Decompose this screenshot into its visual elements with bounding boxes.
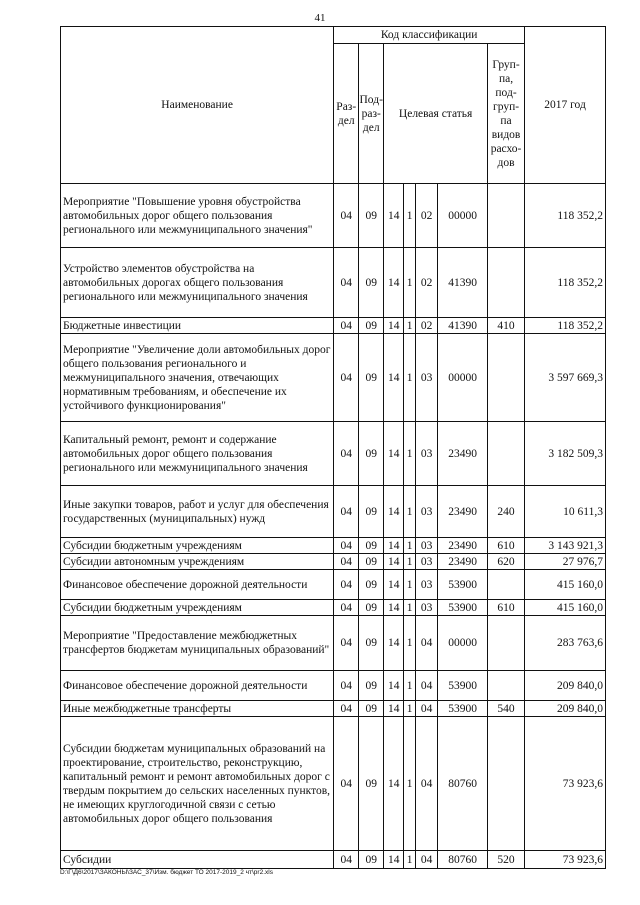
row-subsection: 09 xyxy=(359,600,384,616)
row-subsection: 09 xyxy=(359,554,384,570)
row-amount: 415 160,0 xyxy=(525,570,606,600)
row-target-subprogram: 1 xyxy=(404,184,416,248)
row-name: Мероприятие "Предоставление межбюджетных трансфертов бюджетам муниципальных образований" xyxy=(61,616,334,671)
row-target-direction: 00000 xyxy=(438,334,488,422)
row-target-direction: 41390 xyxy=(438,318,488,334)
row-name: Бюджетные инвестиции xyxy=(61,318,334,334)
row-section: 04 xyxy=(334,318,359,334)
row-subsection: 09 xyxy=(359,422,384,486)
row-name: Капитальный ремонт, ремонт и содержание автомобильных дорог общего пользования регионального или межмуниципального значения xyxy=(61,422,334,486)
row-target-program: 14 xyxy=(384,422,404,486)
row-expense-group: 240 xyxy=(488,486,525,538)
row-target-subprogram: 1 xyxy=(404,334,416,422)
row-name: Субсидии бюджетным учреждениям xyxy=(61,600,334,616)
row-expense-group: 610 xyxy=(488,538,525,554)
row-target-event: 04 xyxy=(416,717,438,851)
row-target-direction: 53900 xyxy=(438,701,488,717)
row-expense-group xyxy=(488,422,525,486)
row-target-program: 14 xyxy=(384,184,404,248)
row-target-direction: 23490 xyxy=(438,538,488,554)
header-name: Наименование xyxy=(61,27,334,184)
row-target-event: 03 xyxy=(416,334,438,422)
row-target-program: 14 xyxy=(384,538,404,554)
row-subsection: 09 xyxy=(359,616,384,671)
table-row xyxy=(61,701,606,717)
row-subsection: 09 xyxy=(359,184,384,248)
row-target-event: 02 xyxy=(416,184,438,248)
row-target-direction: 41390 xyxy=(438,248,488,318)
row-name: Субсидии бюджетам муниципальных образований на проектирование, строительство, реконструкцию, капитальный ремонт и ремонт автомобильных дорог с твердым покрытием до сельских населенных пунктов, не имеющих круглогодичной связи с сетью автомобильных дорог общего пользования xyxy=(61,717,334,851)
row-target-direction: 80760 xyxy=(438,717,488,851)
header-year: 2017 год xyxy=(525,27,606,184)
row-expense-group xyxy=(488,334,525,422)
row-target-direction: 23490 xyxy=(438,554,488,570)
row-amount: 10 611,3 xyxy=(525,486,606,538)
row-amount: 209 840,0 xyxy=(525,701,606,717)
row-amount: 415 160,0 xyxy=(525,600,606,616)
row-expense-group xyxy=(488,616,525,671)
row-amount: 3 143 921,3 xyxy=(525,538,606,554)
header-subsection: Под- раз- дел xyxy=(359,44,384,184)
row-name: Устройство элементов обустройства на автомобильных дорогах общего пользования регионального или межмуниципального значения xyxy=(61,248,334,318)
table-row xyxy=(61,422,606,486)
row-section: 04 xyxy=(334,570,359,600)
table-row xyxy=(61,851,606,869)
row-subsection: 09 xyxy=(359,486,384,538)
row-target-event: 03 xyxy=(416,570,438,600)
table-row xyxy=(61,538,606,554)
table-row xyxy=(61,184,606,248)
row-name: Субсидии xyxy=(61,851,334,869)
row-expense-group: 610 xyxy=(488,600,525,616)
row-target-program: 14 xyxy=(384,554,404,570)
row-target-subprogram: 1 xyxy=(404,851,416,869)
row-expense-group xyxy=(488,671,525,701)
row-section: 04 xyxy=(334,616,359,671)
table-row xyxy=(61,318,606,334)
row-amount: 27 976,7 xyxy=(525,554,606,570)
row-target-event: 04 xyxy=(416,851,438,869)
row-name: Финансовое обеспечение дорожной деятельности xyxy=(61,671,334,701)
row-target-subprogram: 1 xyxy=(404,701,416,717)
row-expense-group xyxy=(488,184,525,248)
row-amount: 209 840,0 xyxy=(525,671,606,701)
row-amount: 283 763,6 xyxy=(525,616,606,671)
row-subsection: 09 xyxy=(359,318,384,334)
row-section: 04 xyxy=(334,184,359,248)
row-section: 04 xyxy=(334,671,359,701)
row-subsection: 09 xyxy=(359,538,384,554)
row-target-subprogram: 1 xyxy=(404,318,416,334)
row-section: 04 xyxy=(334,851,359,869)
row-target-program: 14 xyxy=(384,318,404,334)
row-target-event: 03 xyxy=(416,600,438,616)
page-number: 41 xyxy=(314,12,326,24)
row-amount: 118 352,2 xyxy=(525,248,606,318)
row-subsection: 09 xyxy=(359,334,384,422)
row-section: 04 xyxy=(334,486,359,538)
row-target-direction: 00000 xyxy=(438,616,488,671)
table-row xyxy=(61,570,606,600)
row-name: Финансовое обеспечение дорожной деятельности xyxy=(61,570,334,600)
table-row xyxy=(61,334,606,422)
row-target-subprogram: 1 xyxy=(404,422,416,486)
row-subsection: 09 xyxy=(359,248,384,318)
row-section: 04 xyxy=(334,717,359,851)
row-name: Иные межбюджетные трансферты xyxy=(61,701,334,717)
file-path-footer: D:\Г\Д6\2017\ЗАКОНЫ\ЗАС_37\Изм. бюджет ТО 2017-2019_2 чт\рr2.xls xyxy=(60,869,273,876)
row-name: Субсидии бюджетным учреждениям xyxy=(61,538,334,554)
row-name: Иные закупки товаров, работ и услуг для обеспечения государственных (муниципальных) нужд xyxy=(61,486,334,538)
row-subsection: 09 xyxy=(359,671,384,701)
row-subsection: 09 xyxy=(359,717,384,851)
row-target-event: 04 xyxy=(416,701,438,717)
row-section: 04 xyxy=(334,248,359,318)
row-amount: 3 597 669,3 xyxy=(525,334,606,422)
row-target-direction: 53900 xyxy=(438,600,488,616)
row-target-subprogram: 1 xyxy=(404,538,416,554)
row-target-program: 14 xyxy=(384,486,404,538)
row-target-subprogram: 1 xyxy=(404,717,416,851)
row-subsection: 09 xyxy=(359,570,384,600)
row-target-program: 14 xyxy=(384,248,404,318)
row-amount: 73 923,6 xyxy=(525,851,606,869)
row-expense-group: 620 xyxy=(488,554,525,570)
row-target-subprogram: 1 xyxy=(404,616,416,671)
row-target-event: 02 xyxy=(416,248,438,318)
row-target-direction: 23490 xyxy=(438,422,488,486)
row-section: 04 xyxy=(334,334,359,422)
row-target-event: 03 xyxy=(416,538,438,554)
table-row xyxy=(61,486,606,538)
row-expense-group xyxy=(488,570,525,600)
row-subsection: 09 xyxy=(359,851,384,869)
row-expense-group: 520 xyxy=(488,851,525,869)
row-target-direction: 00000 xyxy=(438,184,488,248)
row-target-subprogram: 1 xyxy=(404,554,416,570)
row-target-program: 14 xyxy=(384,334,404,422)
table-row xyxy=(61,717,606,851)
row-name: Субсидии автономным учреждениям xyxy=(61,554,334,570)
row-target-direction: 53900 xyxy=(438,570,488,600)
row-expense-group: 540 xyxy=(488,701,525,717)
row-section: 04 xyxy=(334,538,359,554)
row-subsection: 09 xyxy=(359,701,384,717)
row-target-subprogram: 1 xyxy=(404,570,416,600)
row-section: 04 xyxy=(334,701,359,717)
row-expense-group xyxy=(488,717,525,851)
row-target-event: 04 xyxy=(416,671,438,701)
row-section: 04 xyxy=(334,422,359,486)
row-name: Мероприятие "Увеличение доли автомобильных дорог общего пользования регионального и межмуниципального значения, отвечающих нормативным требованиям, и обеспечение их устойчивого функционирования" xyxy=(61,334,334,422)
table-row xyxy=(61,600,606,616)
table-row xyxy=(61,671,606,701)
row-target-program: 14 xyxy=(384,616,404,671)
header-group: Груп- па, под- груп- па видов расхо- дов xyxy=(488,44,525,184)
row-amount: 118 352,2 xyxy=(525,318,606,334)
row-target-program: 14 xyxy=(384,701,404,717)
row-target-event: 03 xyxy=(416,486,438,538)
table-row xyxy=(61,554,606,570)
row-expense-group: 410 xyxy=(488,318,525,334)
row-amount: 3 182 509,3 xyxy=(525,422,606,486)
row-target-subprogram: 1 xyxy=(404,486,416,538)
budget-table xyxy=(60,26,606,869)
row-target-subprogram: 1 xyxy=(404,248,416,318)
row-amount: 118 352,2 xyxy=(525,184,606,248)
row-target-event: 03 xyxy=(416,554,438,570)
row-section: 04 xyxy=(334,600,359,616)
row-name: Мероприятие "Повышение уровня обустройства автомобильных дорог общего пользования регионального или межмуниципального значения" xyxy=(61,184,334,248)
row-section: 04 xyxy=(334,554,359,570)
row-expense-group xyxy=(488,248,525,318)
row-target-event: 02 xyxy=(416,318,438,334)
header-section: Раз- дел xyxy=(334,44,359,184)
row-target-program: 14 xyxy=(384,671,404,701)
row-target-subprogram: 1 xyxy=(404,671,416,701)
row-target-subprogram: 1 xyxy=(404,600,416,616)
row-target-direction: 80760 xyxy=(438,851,488,869)
table-row xyxy=(61,616,606,671)
row-target-program: 14 xyxy=(384,717,404,851)
header-target: Целевая статья xyxy=(384,44,488,184)
table-row xyxy=(61,248,606,318)
row-target-program: 14 xyxy=(384,570,404,600)
row-amount: 73 923,6 xyxy=(525,717,606,851)
row-target-event: 03 xyxy=(416,422,438,486)
row-target-program: 14 xyxy=(384,851,404,869)
row-target-program: 14 xyxy=(384,600,404,616)
header-classification: Код классификации xyxy=(334,27,525,44)
row-target-direction: 23490 xyxy=(438,486,488,538)
row-target-direction: 53900 xyxy=(438,671,488,701)
row-target-event: 04 xyxy=(416,616,438,671)
